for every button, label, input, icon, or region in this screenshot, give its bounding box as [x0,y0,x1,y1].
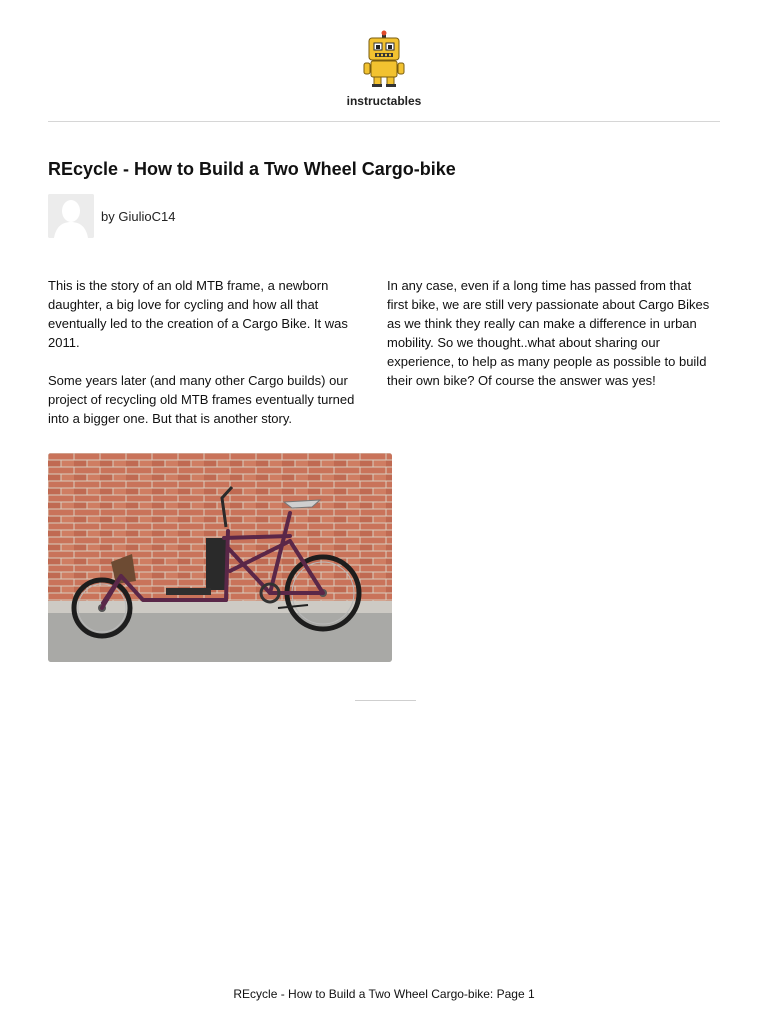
header-divider [48,121,720,122]
page-footer: REcycle - How to Build a Two Wheel Cargo-bike: Page 1 [233,987,535,1001]
author-byline[interactable]: by GiulioC14 [101,209,176,224]
paragraph: This is the story of an old MTB frame, a newborn daughter, a big love for cycling and how all that eventually led to the creation of a Cargo Bike. It was 2011. [48,278,348,350]
page-header [0,0,768,122]
paragraph: Some years later (and many other Cargo builds) our project of recycling old MTB frames eventually turned into a bigger one. But that is another story. [48,373,355,426]
page-title: REcycle - How to Build a Two Wheel Cargo-bike [48,159,456,179]
brand-name[interactable]: instructables [346,94,422,108]
cargo-bike-photo[interactable] [48,453,392,662]
paragraph: In any case, even if a long time has passed from that first bike, we are still very passionate about Cargo Bikes as we think they really can make a difference in urban mobility. So we thought..what about sharing our experience, to help as many people as possible to build their own bike? Of course the answer was yes! [387,278,710,388]
intro-column-right [387,276,715,409]
instructables-robot-icon[interactable] [360,30,408,88]
default-avatar-icon[interactable] [48,194,94,238]
intro-column-left [48,276,370,447]
section-divider [355,700,416,701]
